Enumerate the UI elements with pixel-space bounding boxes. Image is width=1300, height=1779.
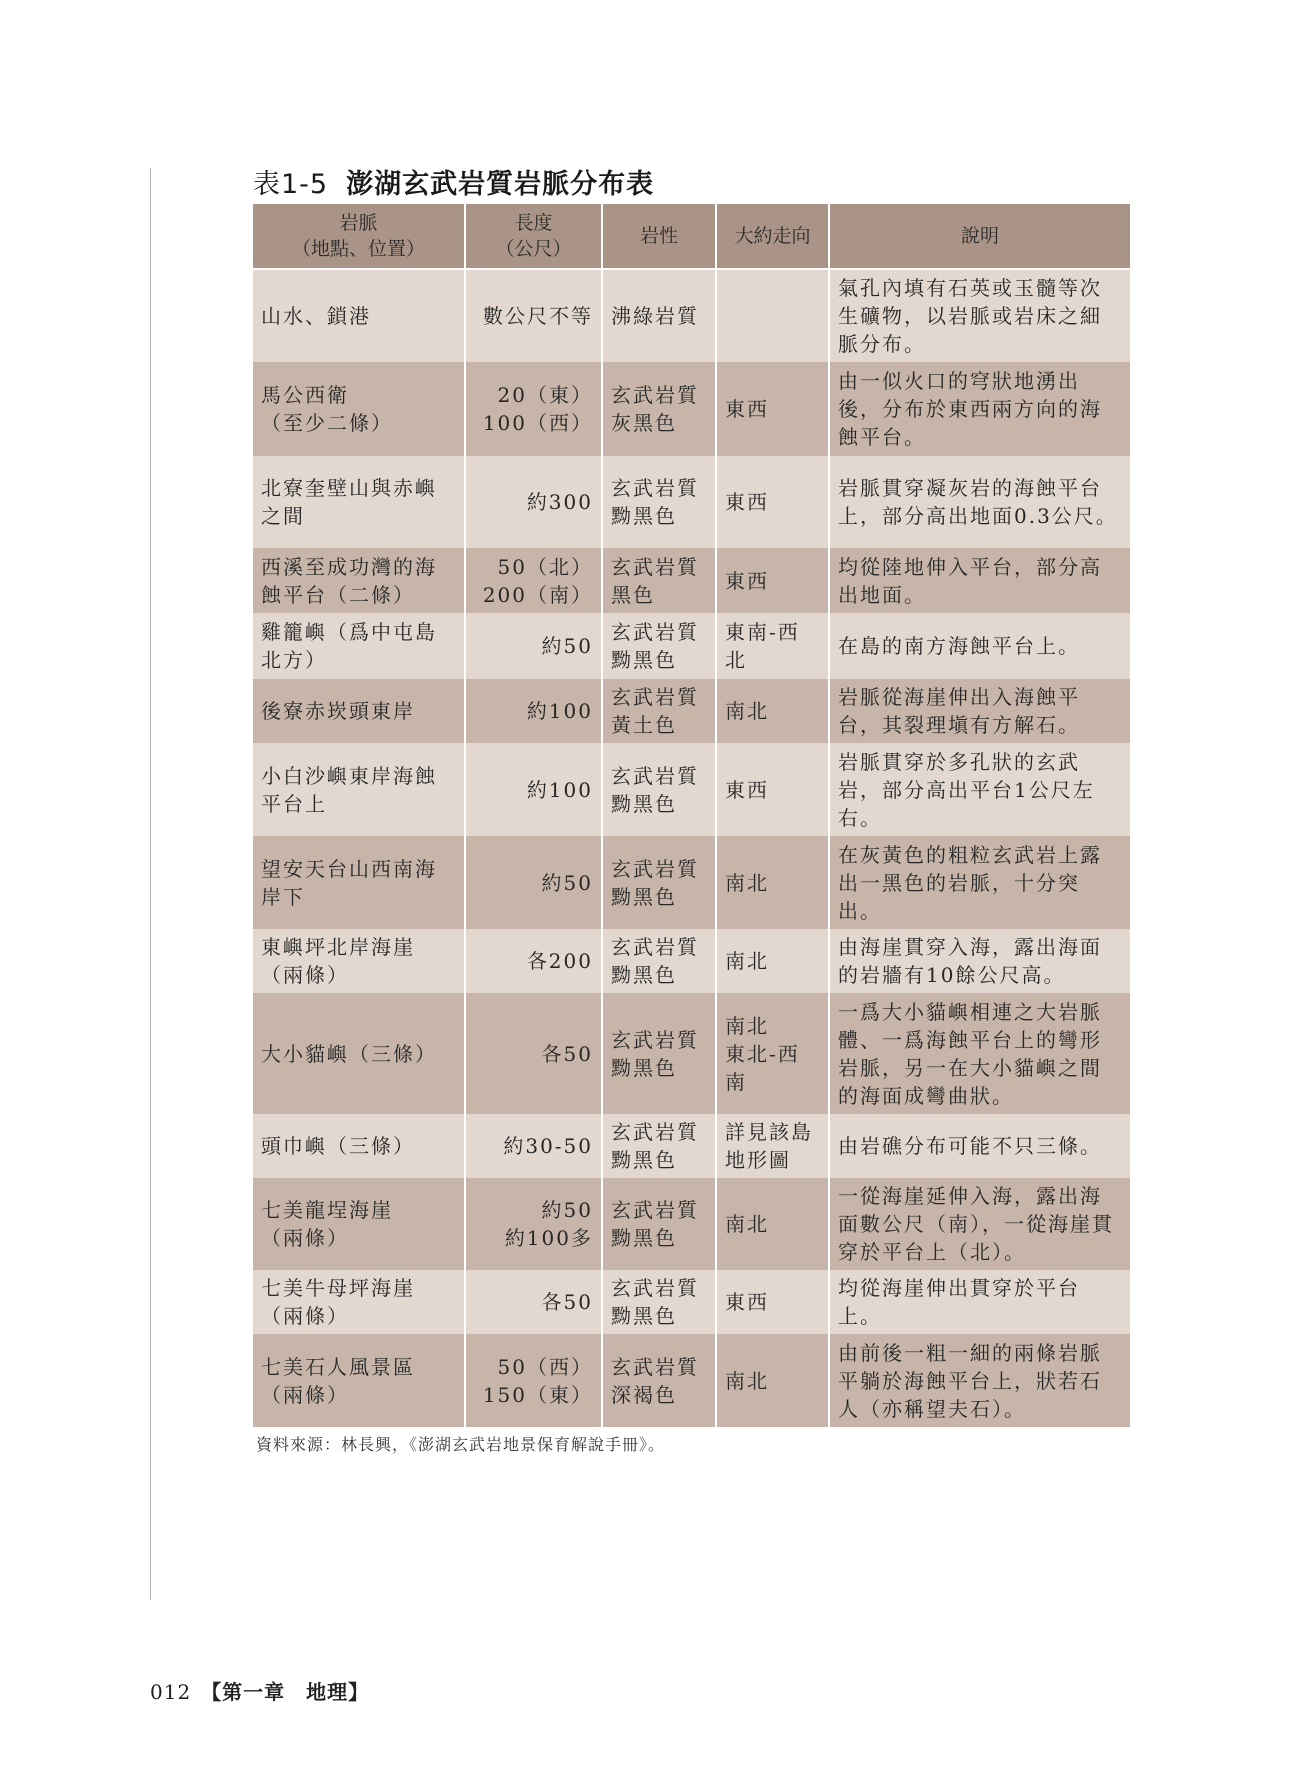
- cell-length: 約50: [465, 613, 602, 679]
- cell-direction: [716, 269, 829, 362]
- dike-distribution-table: [253, 204, 1130, 1427]
- cell-location: 七美牛母坪海崖 （兩條）: [253, 1270, 465, 1334]
- cell-direction: 詳見該島地形圖: [716, 1114, 829, 1178]
- table-row: [253, 1178, 1130, 1270]
- cell-note: 一從海崖延伸入海，露出海面數公尺（南），一從海崖貫穿於平台上（北）。: [829, 1178, 1130, 1270]
- col-header-location: 岩脈 （地點、位置）: [253, 204, 465, 269]
- cell-location: 北寮奎壁山與赤嶼之間: [253, 456, 465, 548]
- table-row: [253, 743, 1130, 836]
- cell-direction: 南北: [716, 679, 829, 743]
- table-row: [253, 1334, 1130, 1427]
- cell-location: 西溪至成功灣的海蝕平台（二條）: [253, 548, 465, 613]
- col-header-lithology: 岩性: [602, 204, 716, 269]
- cell-length: 約30-50: [465, 1114, 602, 1178]
- table-row: [253, 613, 1130, 679]
- cell-length: 各200: [465, 929, 602, 993]
- cell-lithology: 沸綠岩質: [602, 269, 716, 362]
- cell-note: 由前後一粗一細的兩條岩脈平躺於海蝕平台上，狀若石人（亦稱望夫石）。: [829, 1334, 1130, 1427]
- cell-lithology: 玄武岩質 黝黑色: [602, 1178, 716, 1270]
- cell-direction: 東南-西北: [716, 613, 829, 679]
- cell-length: 各50: [465, 993, 602, 1114]
- cell-length: 各50: [465, 1270, 602, 1334]
- table-row: [253, 456, 1130, 548]
- cell-location: 馬公西衛 （至少二條）: [253, 362, 465, 456]
- table-body: [253, 269, 1130, 1427]
- cell-lithology: 玄武岩質 黃土色: [602, 679, 716, 743]
- cell-direction: 東西: [716, 548, 829, 613]
- table-title-text: 澎湖玄武岩質岩脈分布表: [346, 169, 655, 200]
- cell-lithology: 玄武岩質 黝黑色: [602, 613, 716, 679]
- cell-note: 由海崖貫穿入海，露出海面的岩牆有10餘公尺高。: [829, 929, 1130, 993]
- margin-rule: [150, 168, 151, 1600]
- cell-length: 數公尺不等: [465, 269, 602, 362]
- cell-lithology: 玄武岩質 黝黑色: [602, 456, 716, 548]
- cell-location: 後寮赤崁頭東岸: [253, 679, 465, 743]
- cell-lithology: 玄武岩質 黝黑色: [602, 743, 716, 836]
- cell-note: 一爲大小貓嶼相連之大岩脈體、一爲海蝕平台上的彎形岩脈，另一在大小貓嶼之間的海面成彎曲狀。: [829, 993, 1130, 1114]
- table-number: 表1-5: [253, 169, 329, 200]
- col-header-length: 長度 （公尺）: [465, 204, 602, 269]
- cell-length: 約100: [465, 679, 602, 743]
- cell-location: 七美石人風景區 （兩條）: [253, 1334, 465, 1427]
- cell-length: 約100: [465, 743, 602, 836]
- cell-lithology: 玄武岩質 黝黑色: [602, 929, 716, 993]
- cell-note: 岩脈貫穿凝灰岩的海蝕平台上，部分高出地面0.3公尺。: [829, 456, 1130, 548]
- cell-direction: 東西: [716, 456, 829, 548]
- cell-length: 20（東） 100（西）: [465, 362, 602, 456]
- cell-location: 頭巾嶼（三條）: [253, 1114, 465, 1178]
- cell-note: 均從海崖伸出貫穿於平台上。: [829, 1270, 1130, 1334]
- cell-lithology: 玄武岩質 黝黑色: [602, 836, 716, 929]
- cell-note: 岩脈從海崖伸出入海蝕平台，其裂理塡有方解石。: [829, 679, 1130, 743]
- cell-direction: 南北: [716, 929, 829, 993]
- cell-note: 均從陸地伸入平台，部分高出地面。: [829, 548, 1130, 613]
- cell-location: 雞籠嶼（爲中屯島北方）: [253, 613, 465, 679]
- cell-length: 約50: [465, 836, 602, 929]
- cell-direction: 東西: [716, 1270, 829, 1334]
- cell-location: 望安天台山西南海岸下: [253, 836, 465, 929]
- cell-note: 岩脈貫穿於多孔狀的玄武岩，部分高出平台1公尺左右。: [829, 743, 1130, 836]
- page-number: 012: [150, 1680, 192, 1704]
- table-row: [253, 548, 1130, 613]
- cell-lithology: 玄武岩質 深褐色: [602, 1334, 716, 1427]
- cell-direction: 南北 東北-西南: [716, 993, 829, 1114]
- cell-lithology: 玄武岩質 灰黑色: [602, 362, 716, 456]
- cell-lithology: 玄武岩質 黑色: [602, 548, 716, 613]
- cell-length: 約50 約100多: [465, 1178, 602, 1270]
- cell-location: 七美龍埕海崖 （兩條）: [253, 1178, 465, 1270]
- chapter-label: 【第一章 地理】: [201, 1680, 370, 1704]
- table-row: [253, 679, 1130, 743]
- cell-location: 大小貓嶼（三條）: [253, 993, 465, 1114]
- source-note: 資料來源：林長興，《澎湖玄武岩地景保育解說手冊》。: [256, 1435, 666, 1454]
- cell-length: 50（北） 200（南）: [465, 548, 602, 613]
- cell-lithology: 玄武岩質 黝黑色: [602, 1270, 716, 1334]
- cell-direction: 東西: [716, 362, 829, 456]
- page-footer: [150, 1676, 369, 1705]
- cell-length: 50（西） 150（東）: [465, 1334, 602, 1427]
- cell-lithology: 玄武岩質 黝黑色: [602, 1114, 716, 1178]
- cell-direction: 南北: [716, 836, 829, 929]
- cell-note: 由一似火口的穹狀地湧出後，分布於東西兩方向的海蝕平台。: [829, 362, 1130, 456]
- cell-direction: 南北: [716, 1334, 829, 1427]
- cell-location: 山水、鎖港: [253, 269, 465, 362]
- table-row: [253, 1114, 1130, 1178]
- table-row: [253, 993, 1130, 1114]
- col-header-note: 說明: [829, 204, 1130, 269]
- table-row: [253, 1270, 1130, 1334]
- header-row: [253, 204, 1130, 269]
- cell-note: 由岩礁分布可能不只三條。: [829, 1114, 1130, 1178]
- table-row: [253, 836, 1130, 929]
- table-title: [253, 162, 654, 201]
- cell-note: 氣孔內填有石英或玉髓等次生礦物，以岩脈或岩床之細脈分布。: [829, 269, 1130, 362]
- cell-direction: 東西: [716, 743, 829, 836]
- cell-note: 在島的南方海蝕平台上。: [829, 613, 1130, 679]
- cell-location: 東嶼坪北岸海崖 （兩條）: [253, 929, 465, 993]
- cell-direction: 南北: [716, 1178, 829, 1270]
- cell-location: 小白沙嶼東岸海蝕平台上: [253, 743, 465, 836]
- cell-lithology: 玄武岩質 黝黑色: [602, 993, 716, 1114]
- table-row: [253, 362, 1130, 456]
- cell-length: 約300: [465, 456, 602, 548]
- table-row: [253, 929, 1130, 993]
- col-header-direction: 大約走向: [716, 204, 829, 269]
- cell-note: 在灰黃色的粗粒玄武岩上露出一黑色的岩脈，十分突出。: [829, 836, 1130, 929]
- table-row: [253, 269, 1130, 362]
